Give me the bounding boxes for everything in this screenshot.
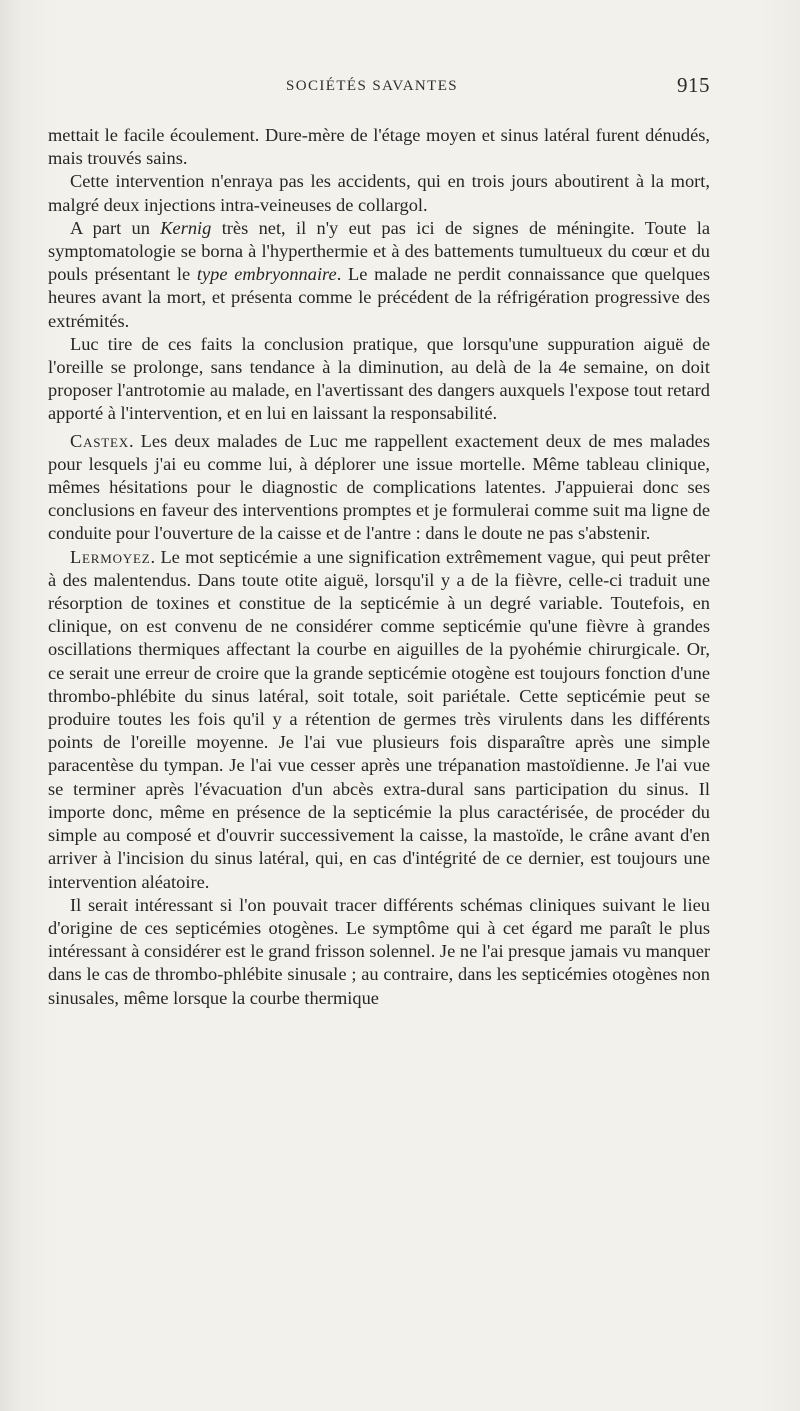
paragraph-6	[48, 546, 710, 894]
paragraph-7: Il serait intéressant si l'on pouvait tracer différents schémas cliniques suivant le lieu d'origine de ces septicémies otogènes. Le symptôme qui à cet égard me paraît le plus intéressant à considérer est le grand frisson solennel. Je ne l'ai presque jamais vu manquer dans le cas de thrombo-phlébite sinusale ; au contraire, dans les septicémies otogènes non sinusales, même lorsque la courbe thermique	[48, 894, 710, 1008]
kernig-term: Kernig	[160, 217, 212, 238]
paragraph-2: Cette intervention n'enraya pas les accidents, qui en trois jours aboutirent à la mort, malgré deux injections intra-veineuses de collargol.	[48, 171, 710, 215]
body-text	[48, 124, 710, 1010]
paragraph-3-text-b: très net, il n'y eut pas ici de signes de méningite. Toute la symptomatologie se borna à l'hyperthermie et à des battements tumultueux du cœur et du pouls présentant le	[48, 217, 711, 285]
paragraph-3	[48, 217, 710, 333]
speaker-lermoyez: Lermoyez	[70, 546, 151, 567]
paragraph-3-text-a: A part un	[70, 217, 161, 238]
paragraph-5-text: . Les deux malades de Luc me rappellent exactement deux de mes malades pour lesquels j'ai eu comme lui, à déplorer une issue mortelle. Même tableau clinique, mêmes hésitations pour le diagnostic de complications latentes. J'appuierai donc ses conclusions en faveur des interventions promptes et je formulerai comme suit ma ligne de conduite pour l'ouverture de la caisse et de l'antre : dans le doute ne pas s'abstenir.	[48, 430, 710, 544]
paragraph-1: mettait le facile écoulement. Dure-mère de l'étage moyen et sinus latéral furent dénudés, mais trouvés sains.	[48, 125, 710, 169]
speaker-castex: Castex	[70, 430, 129, 451]
page-number: 915	[677, 73, 710, 97]
page-header	[48, 73, 710, 102]
paragraph-6-text: . Le mot septicémie a une signification extrêmement vague, qui peut prêter à des malentendus. Dans toute otite aiguë, lorsqu'il y a de la fièvre, celle-ci traduit une résorption de toxines et constitue de la septicémie à un degré variable. Toutefois, en clinique, on est convenu de ne considérer comme septicémie qu'une fièvre à grandes oscillations thermiques affectant la courbe en aiguilles de la pyohémie chirurgicale. Or, ce serait une erreur de croire que la grande septicémie otogène est toujours fonction d'une thrombo-phlébite du sinus latéral, soit totale, soit pariétale. Cette septicémie peut se produire toutes les fois qu'il y a rétention de germes très virulents dans les différents points de l'oreille moyenne. Je l'ai vue plusieurs fois disparaître après une simple paracentèse du tympan. Je l'ai vue cesser après une trépanation mastoïdienne. Je l'ai vue se terminer après l'évacuation d'un abcès extra-dural sans participation du sinus. Il importe donc, même en présence de la septicémie la plus caractérisée, de procéder du simple au composé et d'ouvrir successivement la caisse, la mastoïde, le crâne avant d'en arriver à l'incision du sinus latéral, qui, en cas d'intégrité de ce dernier, est toujours une intervention aléatoire.	[48, 546, 710, 892]
paragraph-4: Luc tire de ces faits la conclusion pratique, que lorsqu'une suppuration aiguë de l'oreille se prolonge, sans tendance à la diminution, au delà de la 4e semaine, on doit proposer l'antrotomie au malade, en l'avertissant des dangers auxquels l'expose tout retard apporté à l'intervention, et en lui en laissant la responsabilité.	[48, 333, 710, 424]
paragraph-5	[48, 430, 710, 546]
paragraph-3-text-c: . Le malade ne perdit connaissance que quelques heures avant la mort, et présenta comme le précédent de la réfrigération progressive des extrémités.	[48, 264, 711, 331]
running-head: SOCIÉTÉS SAVANTES	[286, 78, 459, 94]
type-embryonnaire-term: type embryonnaire	[196, 264, 337, 285]
